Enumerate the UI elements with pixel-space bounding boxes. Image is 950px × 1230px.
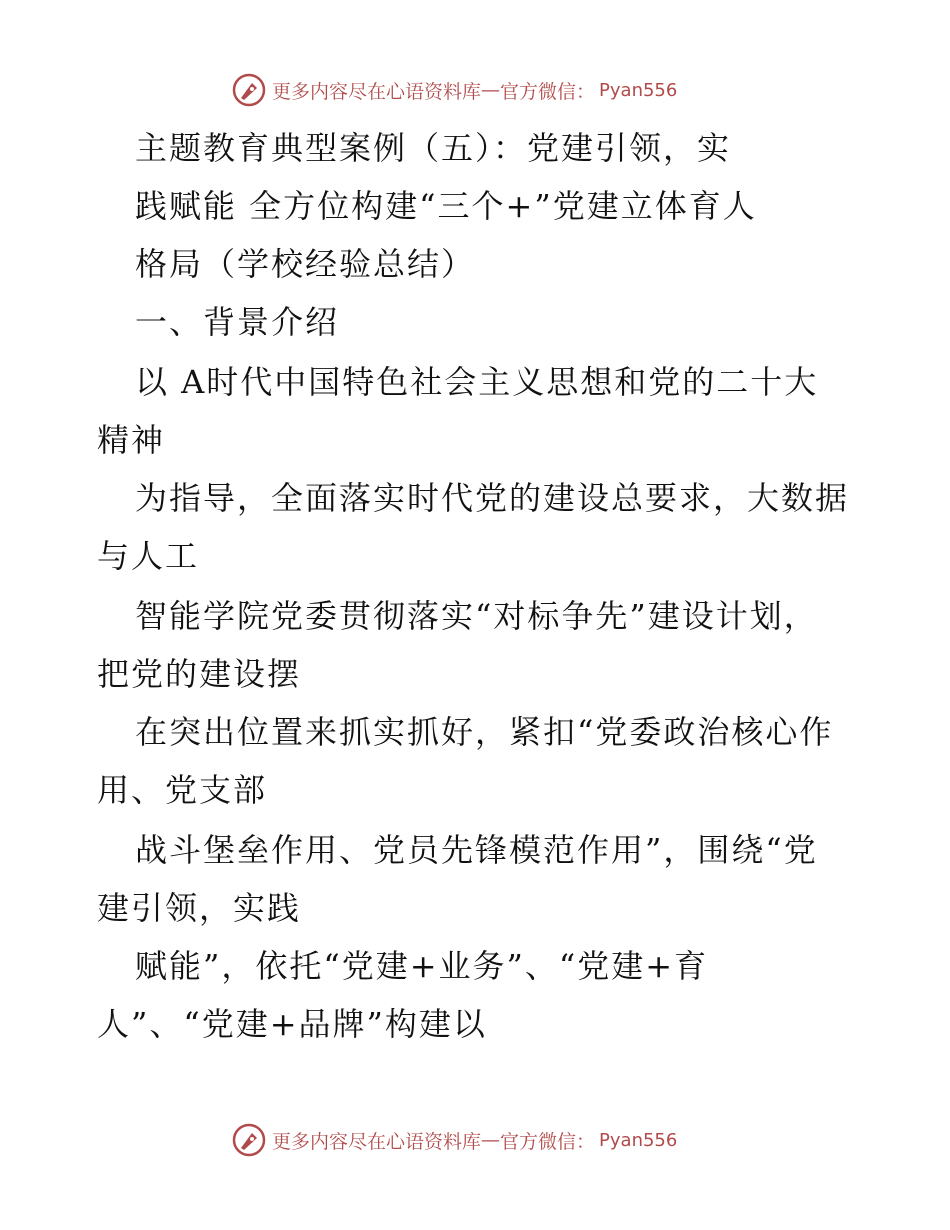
- paragraph-line: 把党的建设摆: [97, 655, 302, 693]
- watermark-separator: —: [481, 1129, 501, 1151]
- paragraph-line: 人”、“党建+品牌”构建以: [97, 1005, 487, 1043]
- footer-watermark: [232, 1122, 712, 1158]
- paragraph-line: 在突出位置来抓实抓好，紧扣“党委政治核心作: [135, 713, 834, 751]
- paragraph-line: 智能学院党委贯彻落实“对标争先”建设计划，: [135, 597, 818, 635]
- watermark-contact: 官方微信：: [500, 80, 596, 103]
- title-line-2: 践赋能 全方位构建“三个+”党建立体育人: [135, 187, 757, 225]
- title-line-1: 主题教育典型案例（五）：党建引领，实: [135, 129, 732, 167]
- paragraph-line: 赋能”，依托“党建+业务”、“党建+育: [135, 947, 709, 985]
- watermark-brand: 更多内容尽在心语资料库: [272, 80, 482, 103]
- paragraph-line: 以 A时代中国特色社会主义思想和党的二十大: [135, 363, 819, 401]
- paragraph-line: 为指导，全面落实时代党的建设总要求，大数据: [135, 479, 850, 517]
- paragraph-line: 建引领，实践: [97, 889, 302, 927]
- paragraph-line: 与人工: [97, 537, 200, 575]
- watermark-code: Pyan556: [599, 79, 678, 101]
- pen-nib-logo-icon: [232, 1123, 266, 1157]
- paragraph-line: 战斗堡垒作用、党员先锋模范作用”，围绕“党: [135, 831, 818, 869]
- watermark-contact: 官方微信：: [500, 1130, 596, 1153]
- title-line-3: 格局（学校经验总结）: [135, 245, 476, 283]
- watermark-code: Pyan556: [599, 1129, 678, 1151]
- paragraph-line: 精神: [97, 421, 166, 459]
- section-heading: 一、背景介绍: [135, 303, 340, 341]
- watermark-separator: —: [481, 79, 501, 101]
- watermark-brand: 更多内容尽在心语资料库: [272, 1130, 482, 1153]
- paragraph-line: 用、党支部: [97, 771, 268, 809]
